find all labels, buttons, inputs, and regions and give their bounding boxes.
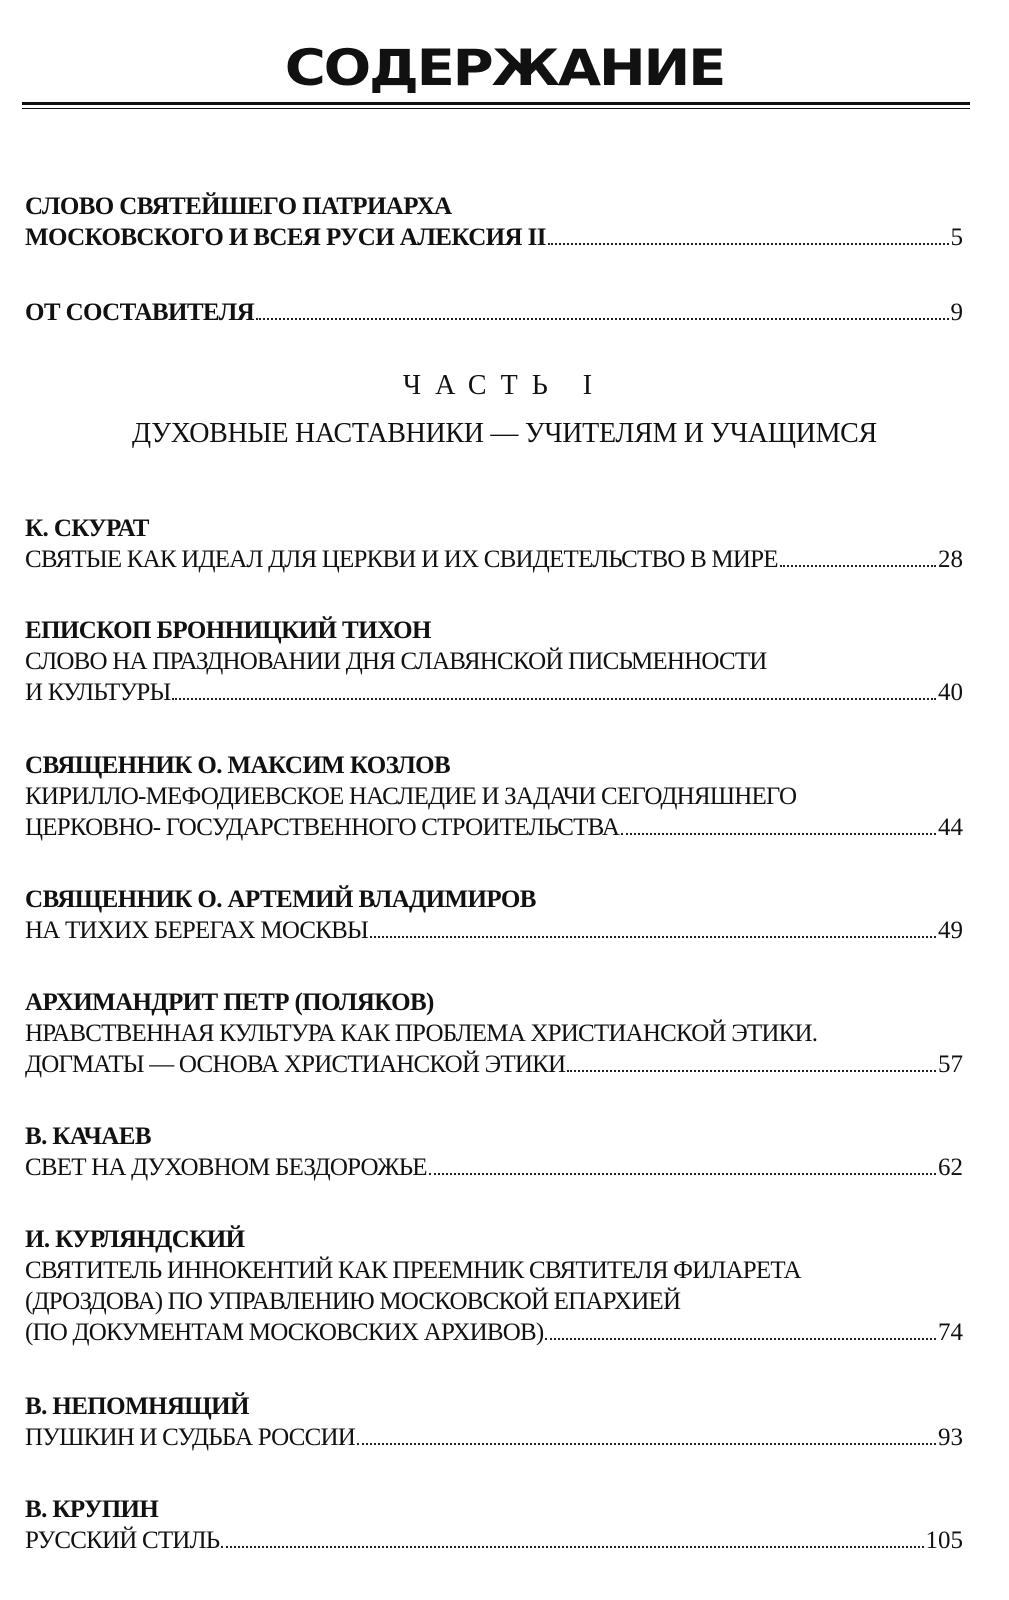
page-number: 49 xyxy=(938,917,963,944)
page-number: 105 xyxy=(925,1527,963,1554)
dot-leader xyxy=(548,242,949,245)
toc-entry-nepomnyashchy[interactable] xyxy=(25,1391,963,1453)
entry-title-line-last xyxy=(25,222,963,253)
entry-author: И. КУРЛЯНДСКИЙ xyxy=(25,1226,245,1253)
toc-entry-skurat[interactable] xyxy=(25,513,963,575)
entry-title-line: КИРИЛЛО-МЕФОДИЕВСКОЕ НАСЛЕДИЕ И ЗАДАЧИ СЕГОДНЯШНЕГО xyxy=(25,783,797,810)
entry-title-text: НА ТИХИХ БЕРЕГАХ МОСКВЫ xyxy=(25,917,369,944)
page-number: 57 xyxy=(938,1051,963,1078)
dot-leader xyxy=(429,1172,936,1175)
page-number: 62 xyxy=(938,1154,963,1181)
entry-author: В. КАЧАЕВ xyxy=(25,1123,151,1150)
entry-title-text: И КУЛЬТУРЫ xyxy=(25,679,171,706)
dot-leader xyxy=(172,697,936,700)
page-number: 9 xyxy=(950,299,963,326)
dot-leader xyxy=(221,1545,923,1548)
entry-author: К. СКУРАТ xyxy=(25,515,149,542)
dot-leader xyxy=(621,832,936,835)
entry-title-line-last xyxy=(25,1422,963,1453)
entry-title-text: ДОГМАТЫ — ОСНОВА ХРИСТИАНСКОЙ ЭТИКИ xyxy=(25,1051,566,1078)
dot-leader xyxy=(545,1337,936,1340)
entry-title-line-last xyxy=(25,1152,963,1183)
entry-title-line: СЛОВО НА ПРАЗДНОВАНИИ ДНЯ СЛАВЯНСКОЙ ПИСЬМЕННОСТИ xyxy=(25,648,767,675)
entry-title-line-last xyxy=(25,1049,963,1080)
entry-author: АРХИМАНДРИТ ПЕТР (ПОЛЯКОВ) xyxy=(25,989,434,1016)
title-rule-thick xyxy=(22,102,970,105)
entry-title-line: СВЯТИТЕЛЬ ИННОКЕНТИЙ КАК ПРЕЕМНИК СВЯТИТЕЛЯ ФИЛАРЕТА xyxy=(25,1257,801,1284)
entry-author: ЕПИСКОП БРОННИЦКИЙ ТИХОН xyxy=(25,617,431,644)
entry-title-line-last xyxy=(25,812,963,843)
toc-entry-vladimirov[interactable] xyxy=(25,884,963,946)
entry-author: СВЯЩЕННИК О. МАКСИМ КОЗЛОВ xyxy=(25,752,451,779)
page-number: 74 xyxy=(938,1319,963,1346)
entry-title-text: СВЕТ НА ДУХОВНОМ БЕЗДОРОЖЬЕ xyxy=(25,1154,427,1181)
toc-entry-polyakov[interactable] xyxy=(25,987,963,1080)
entry-title-text: ОТ СОСТАВИТЕЛЯ xyxy=(25,299,255,326)
page-number: 40 xyxy=(938,679,963,706)
entry-author: В. КРУПИН xyxy=(25,1496,159,1523)
entry-title-line-last xyxy=(25,1525,963,1556)
dot-leader xyxy=(256,317,948,320)
dot-leader xyxy=(567,1069,936,1072)
part-label: ЧАСТЬ I xyxy=(402,370,607,401)
page-number: 93 xyxy=(938,1424,963,1451)
entry-author: СВЯЩЕННИК О. АРТЕМИЙ ВЛАДИМИРОВ xyxy=(25,886,536,913)
entry-title-text: ПУШКИН И СУДЬБА РОССИИ xyxy=(25,1424,355,1451)
toc-entry-tikhon[interactable] xyxy=(25,615,963,708)
dot-leader xyxy=(357,1442,936,1445)
toc-entry-kachaev[interactable] xyxy=(25,1121,963,1183)
title-rule-thin xyxy=(22,108,970,109)
entry-title-line: (ДРОЗДОВА) ПО УПРАВЛЕНИЮ МОСКОВСКОЙ ЕПАРХИЕЙ xyxy=(25,1288,681,1315)
entry-title-text: РУССКИЙ СТИЛЬ xyxy=(25,1527,220,1554)
entry-title-line-last xyxy=(25,1317,963,1348)
entry-title-line-last xyxy=(25,544,963,575)
entry-title-line-last xyxy=(25,677,963,708)
entry-title-line: НРАВСТВЕННАЯ КУЛЬТУРА КАК ПРОБЛЕМА ХРИСТИАНСКОЙ ЭТИКИ. xyxy=(25,1020,818,1047)
entry-title-text: МОСКОВСКОГО И ВСЕЯ РУСИ АЛЕКСИЯ II xyxy=(25,224,546,251)
entry-title-line: СЛОВО СВЯТЕЙШЕГО ПАТРИАРХА xyxy=(25,193,452,220)
page-number: 44 xyxy=(938,814,963,841)
page-number: 5 xyxy=(950,224,963,251)
entry-title-line-last xyxy=(25,915,963,946)
toc-entry-kozlov[interactable] xyxy=(25,750,963,843)
entry-title-text: СВЯТЫЕ КАК ИДЕАЛ ДЛЯ ЦЕРКВИ И ИХ СВИДЕТЕЛЬСТВО В МИРЕ xyxy=(25,546,778,573)
dot-leader xyxy=(370,935,936,938)
page-number: 28 xyxy=(938,546,963,573)
toc-entry-compiler[interactable] xyxy=(25,297,963,328)
toc-entry-krupin[interactable] xyxy=(25,1494,963,1556)
entry-title-text: ЦЕРКОВНО- ГОСУДАРСТВЕННОГО СТРОИТЕЛЬСТВА xyxy=(25,814,620,841)
dot-leader xyxy=(780,564,936,567)
toc-entry-kurlyandsky[interactable] xyxy=(25,1224,963,1348)
toc-entry-patriarch[interactable] xyxy=(25,191,963,253)
entry-author: В. НЕПОМНЯЩИЙ xyxy=(25,1393,249,1420)
page-title: СОДЕРЖАНИЕ xyxy=(284,39,725,97)
entry-title-text: (ПО ДОКУМЕНТАМ МОСКОВСКИХ АРХИВОВ) xyxy=(25,1319,544,1346)
part-title: ДУХОВНЫЕ НАСТАВНИКИ — УЧИТЕЛЯМ И УЧАЩИМСЯ xyxy=(132,418,877,449)
entry-title-line-last xyxy=(25,297,963,328)
